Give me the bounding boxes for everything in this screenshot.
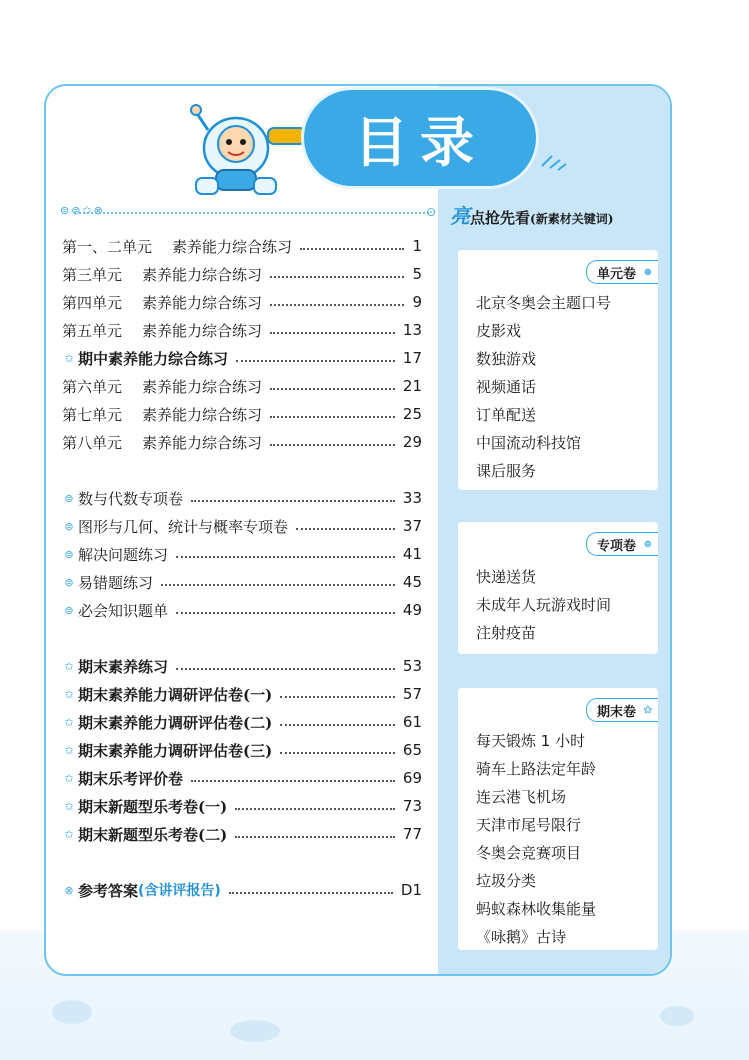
keyword-item: 未成年人玩游戏时间 <box>476 596 612 614</box>
divider-end-icon: ⊙ <box>426 205 437 219</box>
dotted-divider <box>74 212 429 214</box>
toc-unit: 第一、二单元 <box>62 237 153 256</box>
toc-title: 解决问题练习 <box>78 545 169 564</box>
keyword-tag-label: 专项卷 <box>596 538 636 554</box>
toc-leader <box>300 248 404 250</box>
toc-title: 素养能力综合练习 <box>142 321 263 340</box>
keyword-item: 注射疫苗 <box>476 624 537 642</box>
keyword-box-unit <box>458 250 658 490</box>
tag-icon: ✩ <box>643 704 652 716</box>
keyword-item: 《咏鹅》古诗 <box>476 928 567 946</box>
toc-entry[interactable] <box>62 822 422 846</box>
keyword-item: 皮影戏 <box>476 322 522 340</box>
toc-title: 必会知识题单 <box>78 601 169 620</box>
toc-leader <box>161 584 395 586</box>
toc-page-number: 57 <box>402 685 422 703</box>
star-icon: ✩ <box>64 715 74 729</box>
toc-page <box>44 84 672 976</box>
answer-icon: ⊗ <box>64 883 74 897</box>
toc-title: 素养能力综合练习 <box>142 405 263 424</box>
toc-unit: 第四单元 <box>62 293 123 312</box>
toc-entry[interactable] <box>62 234 422 258</box>
toc-title: 参考答案 <box>78 881 139 900</box>
toc-leader <box>176 668 395 670</box>
toc-title: 易错题练习 <box>78 573 154 592</box>
keyword-item: 数独游戏 <box>476 350 537 368</box>
keyword-item: 连云港飞机场 <box>476 788 567 806</box>
toc-title: 期末素养能力调研评估卷(二) <box>78 713 273 732</box>
keyword-item: 骑车上路法定年龄 <box>476 760 597 778</box>
toc-page-number: 9 <box>412 293 422 311</box>
toc-entry[interactable] <box>62 766 422 790</box>
keyword-header-main: 点抢先看 <box>470 209 531 227</box>
toc-entry[interactable] <box>62 514 422 538</box>
keyword-item: 快递送货 <box>476 568 537 586</box>
toc-page-number: D1 <box>400 881 422 899</box>
toc-leader <box>280 752 395 754</box>
toc-leader <box>191 780 395 782</box>
tag-icon: ⊜ <box>643 538 652 550</box>
toc-entry[interactable] <box>62 262 422 286</box>
toc-leader <box>296 528 395 530</box>
toc-unit: 第七单元 <box>62 405 123 424</box>
star-icon: ✩ <box>64 351 74 365</box>
toc-entry[interactable] <box>62 570 422 594</box>
sparkle-icon <box>536 142 576 172</box>
star-icon: ✩ <box>64 743 74 757</box>
toc-page-number: 21 <box>402 377 422 395</box>
special-icon: ⊜ <box>64 491 74 505</box>
toc-page-number: 61 <box>402 713 422 731</box>
toc-entry[interactable] <box>62 318 422 342</box>
toc-page-number: 69 <box>402 769 422 787</box>
toc-leader <box>280 696 395 698</box>
cloud-decoration <box>660 1006 694 1026</box>
toc-title: 期末乐考评价卷 <box>78 769 184 788</box>
toc-title: 素养能力综合练习 <box>142 265 263 284</box>
keyword-header <box>450 200 613 229</box>
toc-note: (含讲评报告) <box>138 883 221 899</box>
toc-title: 期末新题型乐考卷(二) <box>78 825 228 844</box>
star-icon: ✩ <box>64 659 74 673</box>
toc-leader <box>270 276 404 278</box>
toc-entry[interactable] <box>62 346 422 370</box>
toc-entry-answers[interactable] <box>62 878 422 902</box>
toc-leader <box>176 612 395 614</box>
toc-leader <box>280 724 395 726</box>
toc-leader <box>176 556 395 558</box>
keyword-item: 中国流动科技馆 <box>476 434 582 452</box>
toc-title: 期末新题型乐考卷(一) <box>78 797 228 816</box>
toc-title: 数与代数专项卷 <box>78 489 184 508</box>
star-icon: ✩ <box>64 799 74 813</box>
page-title: 目录 <box>354 110 486 174</box>
star-icon: ✩ <box>64 771 74 785</box>
toc-leader <box>191 500 395 502</box>
toc-page-number: 5 <box>412 265 422 283</box>
keyword-item: 课后服务 <box>476 462 537 480</box>
toc-leader <box>270 416 395 418</box>
special-icon: ⊜ <box>64 547 74 561</box>
toc-leader <box>270 444 395 446</box>
keyword-tag <box>586 698 658 722</box>
toc-leader <box>270 304 404 306</box>
special-icon: ⊜ <box>64 575 74 589</box>
special-icon: ⊜ <box>64 603 74 617</box>
toc-page-number: 29 <box>402 433 422 451</box>
keyword-tag-label: 期末卷 <box>596 704 636 720</box>
toc-leader <box>236 360 395 362</box>
keyword-item: 每天锻炼 1 小时 <box>476 732 586 750</box>
toc-title: 期末素养能力调研评估卷(三) <box>78 741 273 760</box>
toc-page-number: 33 <box>402 489 422 507</box>
toc-leader <box>270 332 395 334</box>
toc-leader <box>235 836 395 838</box>
toc-title: 期末素养能力调研评估卷(一) <box>78 685 273 704</box>
keyword-item: 订单配送 <box>476 406 537 424</box>
toc-page-number: 53 <box>402 657 422 675</box>
toc-page-number: 13 <box>402 321 422 339</box>
keyword-item: 视频通话 <box>476 378 537 396</box>
toc-entry[interactable] <box>62 290 422 314</box>
toc-entry[interactable] <box>62 654 422 678</box>
toc-title: 素养能力综合练习 <box>142 377 263 396</box>
toc-entry[interactable] <box>62 710 422 734</box>
toc-title: 素养能力综合练习 <box>172 237 293 256</box>
divider-icons: ⊜⊜✩⊗ <box>60 204 105 217</box>
toc-page-number: 41 <box>402 545 422 563</box>
toc-entry[interactable] <box>62 682 422 706</box>
toc-unit: 第五单元 <box>62 321 123 340</box>
toc-page-number: 1 <box>412 237 422 255</box>
toc-entry[interactable] <box>62 402 422 426</box>
toc-entry[interactable] <box>62 542 422 566</box>
toc-title: 期中素养能力综合练习 <box>78 349 229 368</box>
star-icon: ✩ <box>64 827 74 841</box>
toc-page-number: 73 <box>402 797 422 815</box>
keyword-item: 冬奥会竞赛项目 <box>476 844 582 862</box>
toc-unit: 第八单元 <box>62 433 123 452</box>
title-bubble <box>304 90 536 186</box>
toc-page-number: 37 <box>402 517 422 535</box>
toc-page-number: 65 <box>402 741 422 759</box>
toc-entry[interactable] <box>62 794 422 818</box>
toc-page-number: 77 <box>402 825 422 843</box>
toc-title: 素养能力综合练习 <box>142 433 263 452</box>
star-icon: ✩ <box>64 687 74 701</box>
toc-page-number: 49 <box>402 601 422 619</box>
toc-page-number: 25 <box>402 405 422 423</box>
toc-title: 素养能力综合练习 <box>142 293 263 312</box>
toc-title: 图形与几何、统计与概率专项卷 <box>78 517 289 536</box>
toc-unit: 第三单元 <box>62 265 123 284</box>
toc-leader <box>229 892 393 894</box>
tag-icon: ⊗ <box>643 266 652 278</box>
toc-entry[interactable] <box>62 430 422 454</box>
toc-unit: 第六单元 <box>62 377 123 396</box>
toc-entry[interactable] <box>62 598 422 622</box>
keyword-item: 垃圾分类 <box>476 872 537 890</box>
keyword-item: 蚂蚁森林收集能量 <box>476 900 597 918</box>
keyword-item: 北京冬奥会主题口号 <box>476 294 612 312</box>
special-icon: ⊜ <box>64 519 74 533</box>
keyword-header-note: (新素材关键词) <box>530 212 614 226</box>
cloud-decoration <box>52 1000 92 1024</box>
toc-leader <box>235 808 395 810</box>
toc-page-number: 45 <box>402 573 422 591</box>
toc-leader <box>270 388 395 390</box>
cloud-decoration <box>230 1020 280 1042</box>
toc-entry[interactable] <box>62 738 422 762</box>
keyword-tag <box>586 532 658 556</box>
toc-title: 期末素养练习 <box>78 657 169 676</box>
toc-entry[interactable] <box>62 374 422 398</box>
keyword-header-prefix: 亮 <box>450 204 470 228</box>
keyword-tag <box>586 260 658 284</box>
keyword-item: 天津市尾号限行 <box>476 816 582 834</box>
keyword-box-special <box>458 522 658 654</box>
toc-page-number: 17 <box>402 349 422 367</box>
keyword-box-final <box>458 688 658 950</box>
keyword-tag-label: 单元卷 <box>596 266 636 282</box>
toc-entry[interactable] <box>62 486 422 510</box>
